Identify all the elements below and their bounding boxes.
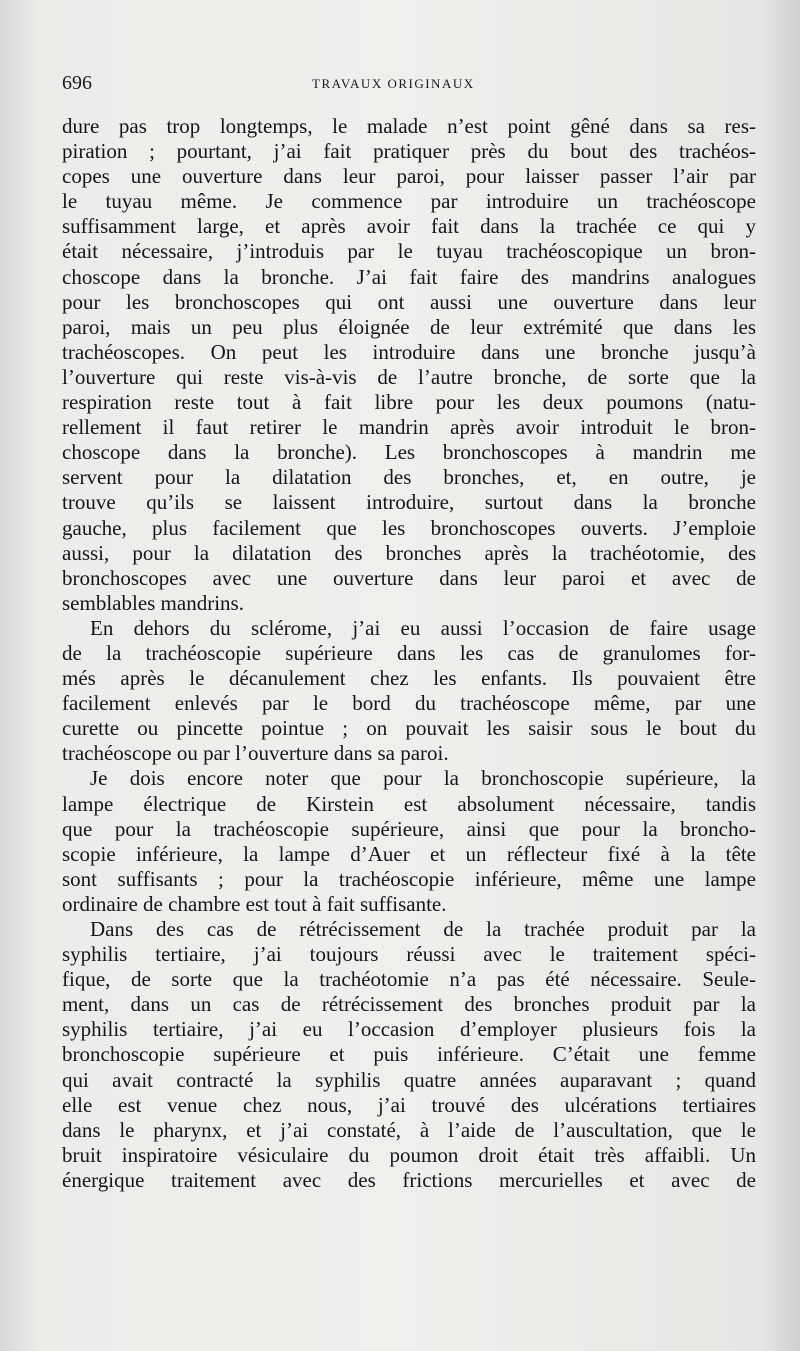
text-line: sont suffisants ; pour la trachéoscopie inférieure, même une lampe [62,866,756,891]
text-line: rellement il faut retirer le mandrin après avoir introduit le bron- [62,415,756,440]
text-line: facilement enlevés par le bord du trachéoscope même, par une [62,691,756,716]
text-line: que pour la trachéoscopie supérieure, ainsi que pour la broncho- [62,816,756,841]
text-line: ment, dans un cas de rétrécissement des bronches produit par la [62,992,756,1017]
text-line: copes une ouverture dans leur paroi, pour laisser passer l’air par [62,164,756,189]
text-line: scopie inférieure, la lampe d’Auer et un réflecteur fixé à la tête [62,841,756,866]
text-line: més après le décanulement chez les enfants. Ils pouvaient être [62,666,756,691]
body-text [62,114,756,1193]
text-line: paroi, mais un peu plus éloignée de leur extrémité que dans les [62,314,756,339]
text-line: qui avait contracté la syphilis quatre années auparavant ; quand [62,1067,756,1092]
text-line: bruit inspiratoire vésiculaire du poumon droit était très affaibli. Un [62,1142,756,1167]
text-line: piration ; pourtant, j’ai fait pratiquer près du bout des trachéos- [62,139,756,164]
text-line: lampe électrique de Kirstein est absolument nécessaire, tandis [62,791,756,816]
text-line: suffisamment large, et après avoir fait dans la trachée ce qui y [62,214,756,239]
text-line: trachéoscope ou par l’ouverture dans sa paroi. [62,741,449,766]
text-line: était nécessaire, j’introduis par le tuyau trachéoscopique un bron- [62,239,756,264]
text-line: l’ouverture qui reste vis-à-vis de l’autre bronche, de sorte que la [62,364,756,389]
text-line: pour les bronchoscopes qui ont aussi une ouverture dans leur [62,289,756,314]
page-number: 696 [62,72,92,94]
text-line: semblables mandrins. [62,590,244,615]
text-line: aussi, pour la dilatation des bronches après la trachéotomie, des [62,540,756,565]
text-line: Je dois encore noter que pour la bronchoscopie supérieure, la [90,766,756,791]
text-line: dure pas trop longtemps, le malade n’est point gêné dans sa res- [62,114,756,138]
text-line: Dans des cas de rétrécissement de la trachée produit par la [90,917,756,941]
text-line: bronchoscopes avec une ouverture dans leur paroi et avec de [62,565,756,590]
text-line: En dehors du sclérome, j’ai eu aussi l’occasion de faire usage [90,615,756,640]
text-line: syphilis tertiaire, j’ai toujours réussi avec le traitement spéci- [62,942,756,967]
page-header [62,72,742,102]
text-line: servent pour la dilatation des bronches, et, en outre, je [62,465,756,490]
text-line: de la trachéoscopie supérieure dans les cas de granulomes for- [62,640,756,665]
running-head: TRAVAUX ORIGINAUX [312,76,475,91]
text-line: ordinaire de chambre est tout à fait suffisante. [62,891,447,916]
text-line: le tuyau même. Je commence par introduire un trachéoscope [62,189,756,214]
text-line: choscope dans la bronche). Les bronchoscopes à mandrin me [62,440,756,465]
text-line: énergique traitement avec des frictions mercurielles et avec de [62,1167,756,1192]
text-line: trouve qu’ils se laissent introduire, surtout dans la bronche [62,490,756,515]
text-line: syphilis tertiaire, j’ai eu l’occasion d’employer plusieurs fois la [62,1017,756,1042]
text-line: bronchoscopie supérieure et puis inférieure. C’était une femme [62,1042,756,1067]
text-line: elle est venue chez nous, j’ai trouvé des ulcérations tertiaires [62,1092,756,1117]
text-line: curette ou pincette pointue ; on pouvait les saisir sous le bout du [62,716,756,741]
text-line: fique, de sorte que la trachéotomie n’a pas été nécessaire. Seule- [62,967,756,992]
text-line: trachéoscopes. On peut les introduire dans une bronche jusqu’à [62,339,756,364]
text-line: gauche, plus facilement que les bronchoscopes ouverts. J’emploie [62,515,756,540]
text-line: dans le pharynx, et j’ai constaté, à l’aide de l’auscultation, que le [62,1117,756,1142]
text-line: choscope dans la bronche. J’ai fait faire des mandrins analogues [62,264,756,289]
text-line: respiration reste tout à fait libre pour les deux poumons (natu- [62,390,756,415]
